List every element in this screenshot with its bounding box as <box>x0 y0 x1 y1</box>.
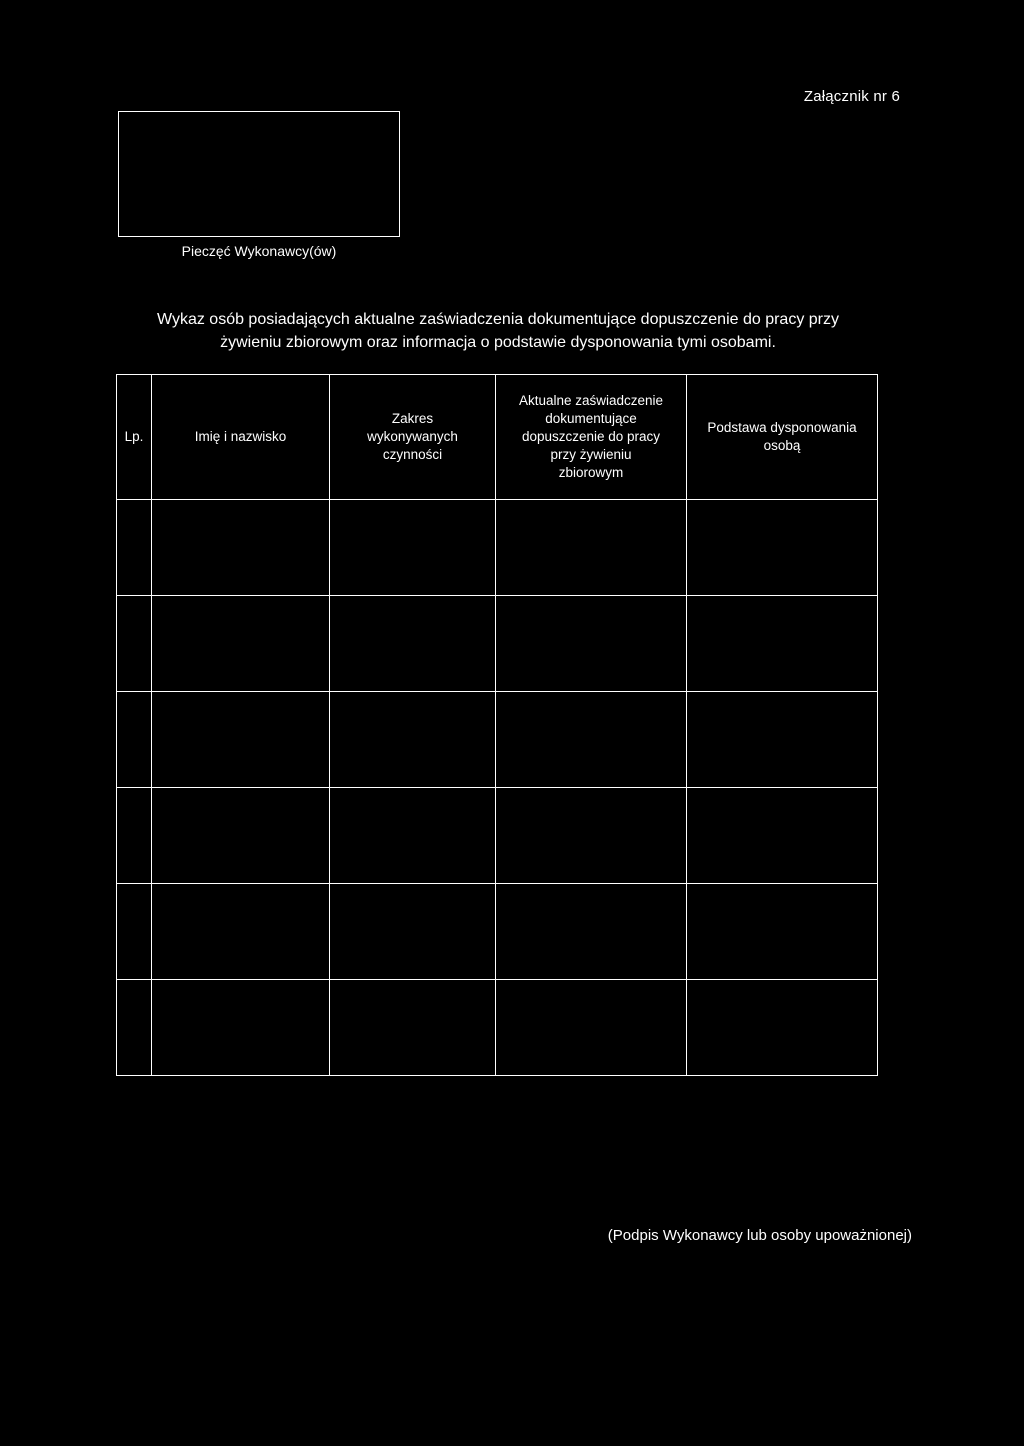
document-title-line-2: żywieniu zbiorowym oraz informacja o podstawie dysponowania tymi osobami. <box>220 334 776 351</box>
annex-label: Załącznik nr 6 <box>803 88 900 105</box>
table-cell[interactable] <box>496 500 687 596</box>
table-row <box>117 884 878 980</box>
column-header-certificate-line: Aktualne zaświadczenie <box>518 393 664 408</box>
column-header-scope <box>330 375 496 500</box>
table-cell[interactable] <box>496 788 687 884</box>
table-cell[interactable] <box>117 788 152 884</box>
table-cell[interactable] <box>152 884 330 980</box>
column-header-lp-label: Lp. <box>124 429 144 444</box>
column-header-lp <box>117 375 152 500</box>
column-header-name <box>152 375 330 500</box>
table-cell[interactable] <box>687 596 878 692</box>
table-cell[interactable] <box>152 596 330 692</box>
table-row <box>117 788 878 884</box>
table-cell[interactable] <box>117 500 152 596</box>
persons-table <box>116 374 878 1076</box>
table-cell[interactable] <box>117 692 152 788</box>
column-header-certificate-line: przy żywieniu <box>550 447 632 462</box>
column-header-scope-line: czynności <box>382 447 443 462</box>
table-cell[interactable] <box>496 692 687 788</box>
column-header-certificate <box>496 375 687 500</box>
table-cell[interactable] <box>687 692 878 788</box>
table-cell[interactable] <box>687 884 878 980</box>
column-header-basis-line: Podstawa dysponowania <box>707 420 857 435</box>
table-row <box>117 980 878 1076</box>
column-header-basis-line: osobą <box>763 438 801 453</box>
table-cell[interactable] <box>496 596 687 692</box>
table-row <box>117 692 878 788</box>
table-cell[interactable] <box>687 788 878 884</box>
table-cell[interactable] <box>687 980 878 1076</box>
table-cell[interactable] <box>117 980 152 1076</box>
column-header-certificate-line: dokumentujące <box>545 411 637 426</box>
document-title-line-1: Wykaz osób posiadających aktualne zaświadczenia dokumentujące dopuszczenie do pracy przy <box>156 311 839 328</box>
table-header-row <box>117 375 878 500</box>
table-cell[interactable] <box>152 788 330 884</box>
table-cell[interactable] <box>330 980 496 1076</box>
column-header-scope-line: wykonywanych <box>367 429 458 444</box>
column-header-certificate-line: zbiorowym <box>558 465 624 480</box>
table-cell[interactable] <box>152 500 330 596</box>
table-cell[interactable] <box>496 884 687 980</box>
table-cell[interactable] <box>330 692 496 788</box>
signature-caption: (Podpis Wykonawcy lub osoby upoważnionej) <box>607 1227 912 1244</box>
table-cell[interactable] <box>117 884 152 980</box>
document-title <box>118 308 878 354</box>
stamp-label: Pieczęć Wykonawcy(ów) <box>181 243 337 259</box>
table-cell[interactable] <box>117 596 152 692</box>
table-cell[interactable] <box>330 884 496 980</box>
table-cell[interactable] <box>687 500 878 596</box>
table-row <box>117 500 878 596</box>
column-header-certificate-line: dopuszczenie do pracy <box>521 429 661 444</box>
table-row <box>117 596 878 692</box>
table-cell[interactable] <box>330 596 496 692</box>
table-cell[interactable] <box>496 980 687 1076</box>
column-header-basis <box>687 375 878 500</box>
table-cell[interactable] <box>330 500 496 596</box>
table-cell[interactable] <box>152 980 330 1076</box>
table-cell[interactable] <box>152 692 330 788</box>
table-cell[interactable] <box>330 788 496 884</box>
column-header-scope-line: Zakres <box>391 411 434 426</box>
column-header-name-label: Imię i nazwisko <box>194 429 287 444</box>
stamp-box <box>118 111 400 237</box>
